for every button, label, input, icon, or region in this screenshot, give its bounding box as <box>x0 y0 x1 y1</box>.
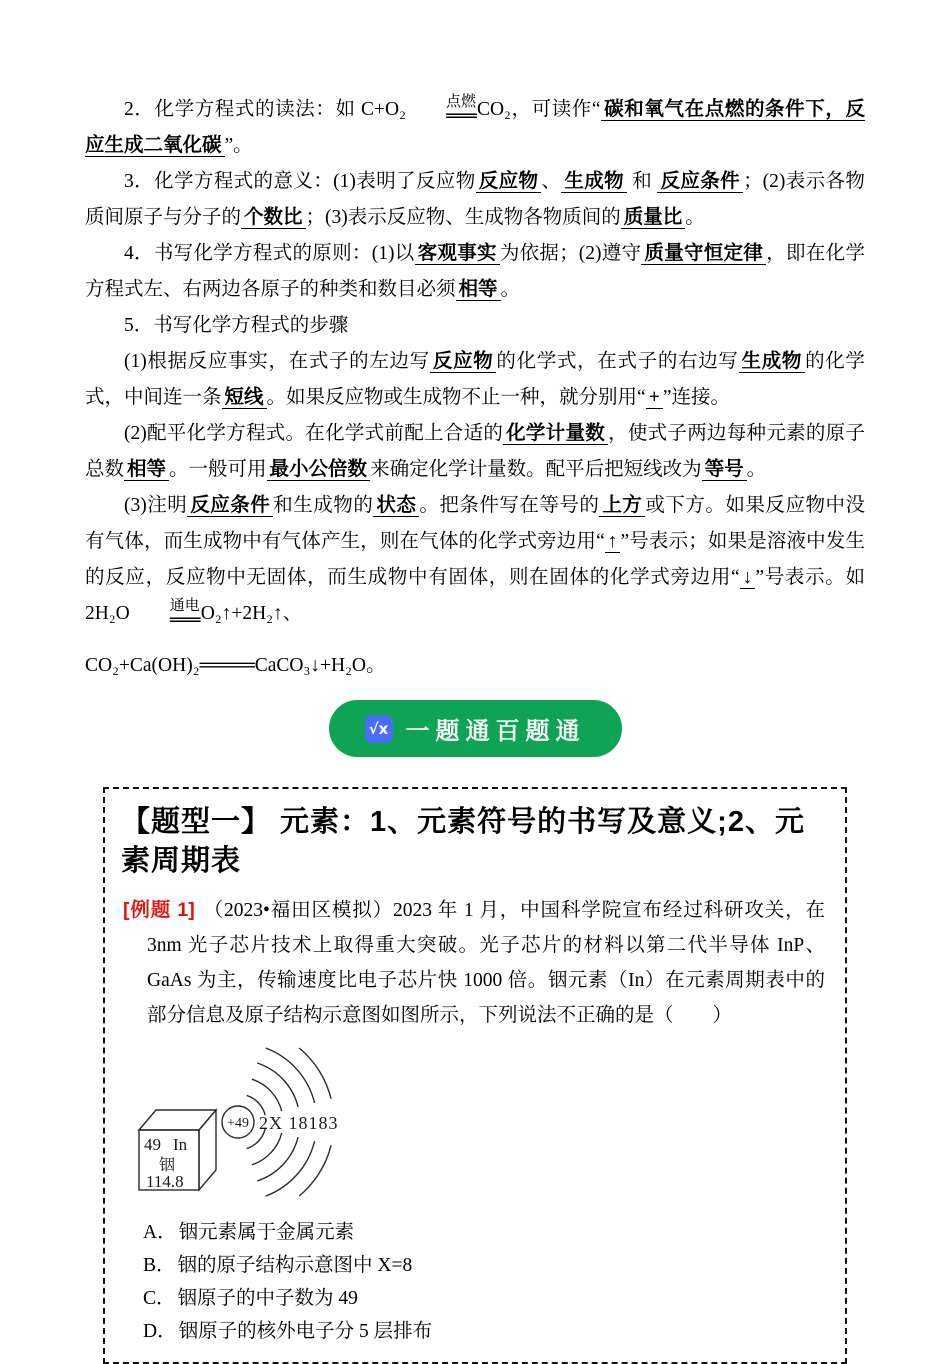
note-step-1: (1)根据反应事实，在式子的左边写 反应物 的化学式，在式子的右边写 生成物 的化学式，中间连一条 短线 。如果反应物或生成物不止一种，就分别用“ + ”连接。 <box>85 351 865 408</box>
note-steps-heading: 5．书写化学方程式的步骤 <box>124 315 349 336</box>
option-c-text: 铟原子的中子数为 49 <box>177 1288 358 1310</box>
option-a-text: 铟元素属于金属元素 <box>178 1222 355 1244</box>
note-reading-of-equations: 2．化学方程式的读法：如 C+O₂ 点燃 ═══ CO₂，可读作“ 碳和氧气在点燃的条件下，反应生成二氧化碳 ”。 <box>85 94 865 156</box>
option-d <box>143 1315 829 1348</box>
section-divider <box>85 700 865 757</box>
question-type-title: 【题型一】 元素：1、元素符号的书写及意义;2、元素周期表 <box>121 806 805 878</box>
atom-structure-figure <box>131 1045 829 1210</box>
example-1-text: （2023•福田区模拟）2023 年 1 月，中国科学院宣布经过科研攻关，在 3nm 光子芯片技术上取得重大突破。光子芯片的材料以第二代半导体 InP、GaAs 为主，传输速度比电子芯片快 1000 倍。铟元素（In）在元素周期表中的部分信息及原子结构示意图如图所示，下列说法不正确的是（ ） <box>147 900 825 1027</box>
option-b <box>143 1249 829 1282</box>
sqrt-x-icon: √x <box>365 715 393 743</box>
note-step-3: (3)注明 反应条件 和生成物的 状态 。把条件写在等号的 上方 或下方。如果反应物中没有气体，而生成物中有气体产生，则在气体的化学式旁边用“ ↑ ”号表示；如果是溶液中发生的反应，反应物中无固体，而生成物中有固体，则在固体的化学式旁边用“ ↓ ”号表示。如 2H₂O 通电 ═══ O₂↑+2H₂↑、 <box>85 495 865 631</box>
divider-badge-label: 一题通百题通 <box>405 718 586 745</box>
atom-structure-diagram <box>131 1045 461 1210</box>
note-step-2: (2)配平化学方程式。在化学式前配上合适的 化学计量数 ，使式子两边每种元素的原子总数 相等 。一般可用 最小公倍数 来确定化学计量数。配平后把短线改为 等号 。 <box>85 423 865 480</box>
divider-badge <box>329 700 622 757</box>
option-a-label: A． <box>143 1222 177 1244</box>
question-type-box <box>103 787 847 1364</box>
note-principles-of-writing: 4．书写化学方程式的原则：(1)以 客观事实 为依据；(2)遵守 质量守恒定律 ，即在化学方程式左、右两边各原子的种类和数目必须 相等 。 <box>85 243 865 300</box>
element-cell-cube <box>139 1110 216 1191</box>
element-atomic-mass: 114.8 <box>146 1172 184 1192</box>
element-name: 铟 <box>159 1157 176 1175</box>
element-atomic-number: 49 <box>144 1135 161 1155</box>
option-b-label: B． <box>143 1255 176 1277</box>
example-1-question <box>123 893 825 1033</box>
shell-electron-numbers: 2X 18183 <box>259 1113 339 1134</box>
element-symbol: In <box>173 1135 188 1155</box>
option-a <box>143 1216 829 1249</box>
option-c <box>143 1282 829 1315</box>
option-b-text: 铟的原子结构示意图中 X=8 <box>177 1255 413 1277</box>
option-c-label: C． <box>143 1288 176 1310</box>
option-d-text: 铟原子的核外电子分 5 层排布 <box>178 1321 433 1343</box>
note-meaning-of-equations: 3．化学方程式的意义：(1)表明了反应物 反应物 、 生成物 和 反应条件 ；(2)表示各物质间原子与分子的 个数比 ；(3)表示反应物、生成物各物质间的 质量比 。 <box>85 171 865 228</box>
note-equation-example: CO₂+Ca(OH)₂════CaCO₃↓+H₂O。 <box>85 655 386 676</box>
example-1-label: [例题 1] <box>123 899 195 922</box>
nucleus-charge: +49 <box>227 1116 249 1132</box>
answer-options <box>117 1216 829 1348</box>
option-d-label: D． <box>143 1321 177 1343</box>
